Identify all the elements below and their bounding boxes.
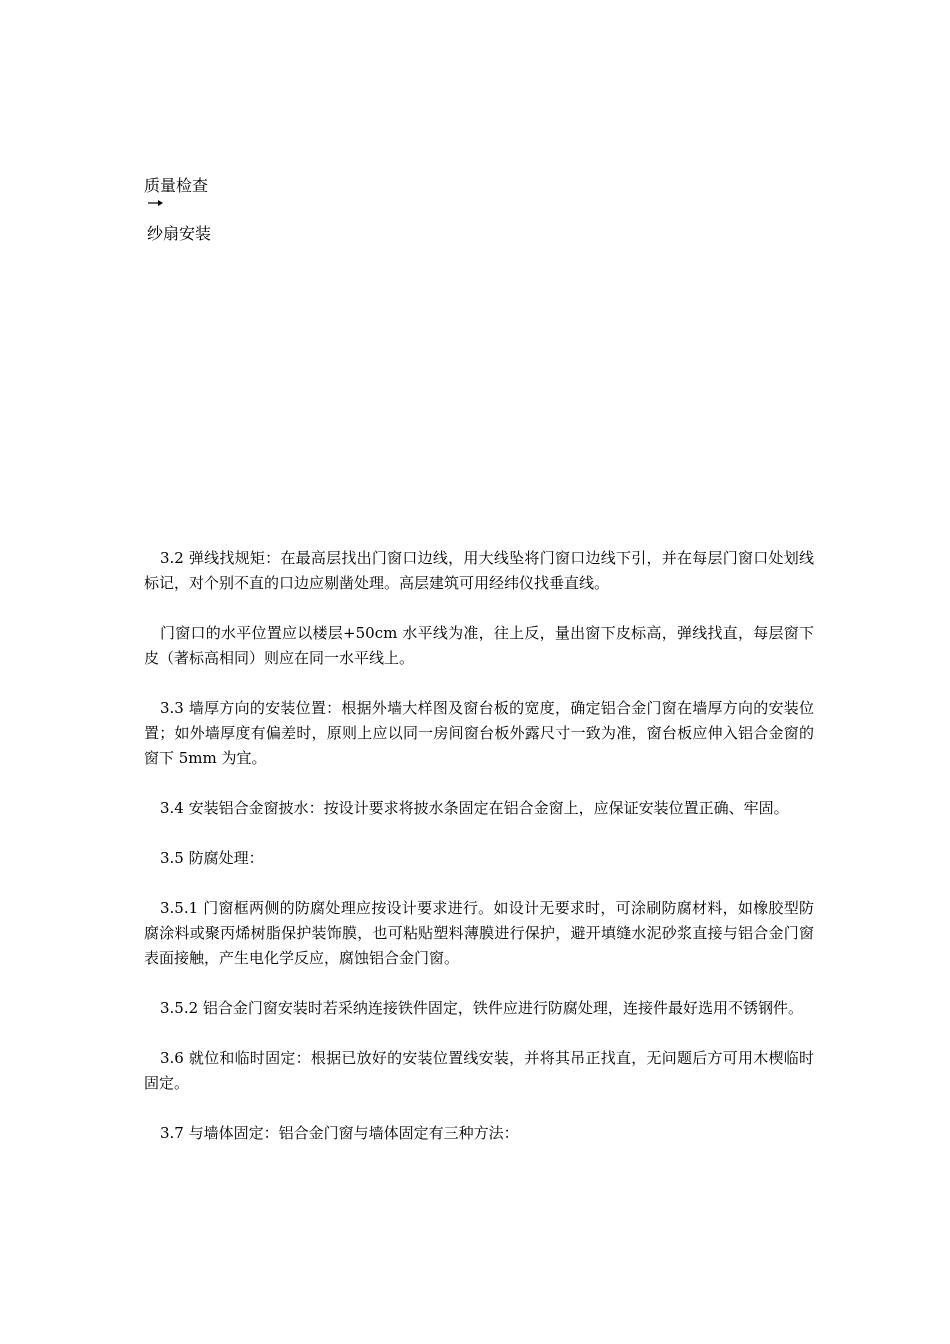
- right-arrow-icon: [144, 196, 211, 224]
- flow-step-quality-check: 质量检查: [144, 176, 209, 195]
- process-flow: [144, 176, 211, 244]
- paragraph-3-4: 3.4 安装铝合金窗披水：按设计要求将披水条固定在铝合金窗上，应保证安装位置正确、牢固。: [160, 799, 789, 817]
- flow-step-screen-install: 纱扇安装: [147, 224, 212, 243]
- paragraph-horizontal-position: 门窗口的水平位置应以楼层+50cm 水平线为准，往上反，量出窗下皮标高，弹线找直，每层窗下皮（著标高相同）则应在同一水平线上。: [144, 624, 814, 667]
- document-body: [144, 546, 814, 1171]
- paragraph-3-6: 3.6 就位和临时固定：根据已放好的安装位置线安装，并将其吊正找直，无问题后方可用木楔临时固定。: [144, 1049, 814, 1092]
- paragraph-3-7: 3.7 与墙体固定：铝合金门窗与墙体固定有三种方法：: [160, 1124, 519, 1142]
- paragraph-3-5-1: 3.5.1 门窗框两侧的防腐处理应按设计要求进行。如设计无要求时，可涂刷防腐材料，如橡胶型防腐涂料或聚丙烯树脂保护装饰膜，也可粘贴塑料薄膜进行保护，避开填缝水泥砂浆直接与铝合金门窗表面接触，产生电化学反应，腐蚀铝合金门窗。: [144, 899, 814, 967]
- paragraph-3-3: 3.3 墙厚方向的安装位置：根据外墙大样图及窗台板的宽度，确定铝合金门窗在墙厚方向的安装位置；如外墙厚度有偏差时，原则上应以同一房间窗台板外露尺寸一致为准，窗台板应伸入铝合金窗的窗下 5mm 为宜。: [144, 699, 814, 767]
- paragraph-3-5-2: 3.5.2 铝合金门窗安装时若采纳连接铁件固定，铁件应进行防腐处理，连接件最好选用不锈钢件。: [160, 999, 803, 1017]
- paragraph-3-5: 3.5 防腐处理：: [160, 849, 264, 867]
- paragraph-3-2: 3.2 弹线找规矩：在最高层找出门窗口边线，用大线坠将门窗口边线下引，并在每层门窗口处划线标记，对个别不直的口边应剔凿处理。高层建筑可用经纬仪找垂直线。: [144, 549, 814, 592]
